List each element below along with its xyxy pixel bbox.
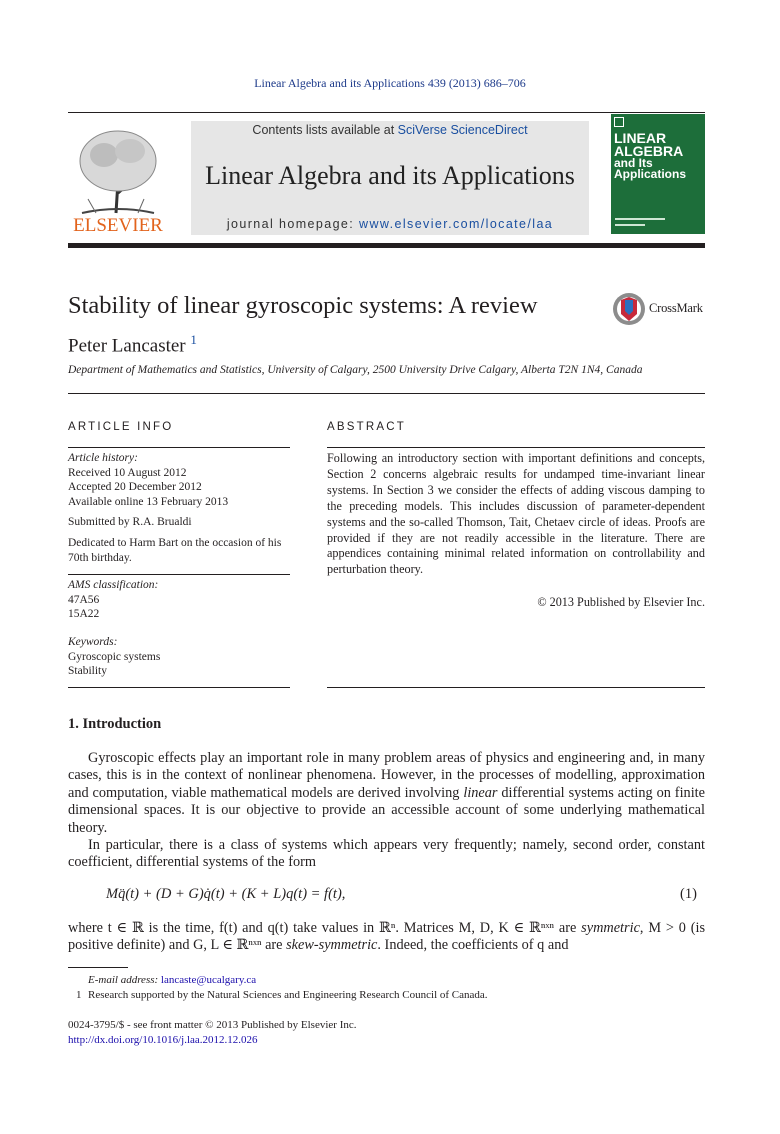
online-date: Available online 13 February 2013 (68, 495, 229, 508)
p3-emphasis-skew: skew-symmetric (286, 937, 378, 954)
author-footnote-mark[interactable]: 1 (190, 332, 197, 347)
contents-prefix: Contents lists available at (252, 123, 398, 137)
email-label: E-mail address: (88, 974, 161, 986)
p3-text-end: . Indeed, the coefficients of q and (377, 937, 569, 954)
email-link[interactable]: lancaste@ucalgary.ca (160, 974, 257, 986)
footnote-1 (68, 988, 488, 1003)
svg-text:ELSEVIER: ELSEVIER (73, 215, 163, 235)
article-title: Stability of linear gyroscopic systems: A review (68, 292, 538, 319)
homepage-prefix: journal homepage: (226, 217, 360, 231)
p1-text: Gyroscopic effects play an important role in many problem areas of physics and engineering and, in many cases, this is in the context of nonlinear phenomena. However, in the processes of modelling, approximation and computation, viable mathematical models are derived involving (68, 750, 705, 801)
keyword: Gyroscopic systems (68, 650, 161, 663)
abstract-heading: ABSTRACT (327, 421, 406, 433)
cover-rule (615, 218, 665, 220)
keywords-block (68, 635, 292, 679)
sciencedirect-link[interactable]: SciVerse ScienceDirect (397, 123, 528, 137)
equation-number: (1) (680, 886, 697, 902)
received-date: Received 10 August 2012 (68, 466, 187, 479)
keywords-label: Keywords: (68, 636, 118, 648)
journal-citation[interactable]: Linear Algebra and its Applications 439 (2013) 686–706 (254, 76, 526, 90)
article-info-heading: ARTICLE INFO (68, 421, 174, 433)
abstract-copyright: © 2013 Published by Elsevier Inc. (537, 595, 705, 609)
abstract-rule (327, 447, 705, 448)
affiliation: Department of Mathematics and Statistics, University of Calgary, 2500 University Drive Calgary, Alberta T2N 1N4, Canada (68, 364, 643, 376)
abstract-bottom-rule (327, 687, 705, 688)
p1-text-end: differential systems acting on finite dimensional spaces. It is our objective to provide an accessible account of some underlying mathematical theory. (68, 784, 705, 836)
article-history (68, 451, 292, 565)
accepted-date: Accepted 20 December 2012 (68, 481, 202, 494)
cover-line3: and Its (614, 156, 653, 170)
email-footnote (68, 973, 488, 988)
cover-line2: ALGEBRA (614, 143, 684, 159)
info-top-rule (68, 393, 705, 394)
front-matter (68, 1018, 357, 1048)
ams-code: 47A56 (68, 593, 100, 606)
cover-emblem-icon (614, 117, 624, 127)
crossmark-badge[interactable] (612, 292, 707, 326)
crossmark-label: CrossMark (649, 301, 703, 315)
p3-text-mid: , M > 0 (is positive definite) and G, L ∈ ℝⁿˣⁿ are (68, 920, 706, 954)
doi-link[interactable]: http://dx.doi.org/10.1016/j.laa.2012.12.026 (68, 1034, 258, 1046)
p3-emphasis-symmetric: symmetric (581, 920, 640, 936)
journal-cover[interactable] (611, 114, 705, 234)
section-title: 1. Introduction (68, 716, 162, 732)
contents-line (191, 123, 589, 137)
paragraph-2: In particular, there is a class of systems which appears very frequently; namely, second order, constant coefficient, differential systems of the form (68, 837, 705, 871)
cover-line4: Applications (614, 167, 687, 181)
history-label: Article history: (68, 452, 138, 464)
footnotes (68, 973, 488, 1003)
cover-rule (615, 224, 645, 226)
paragraph-1 (68, 750, 705, 837)
footnote-1-text: Research supported by the Natural Sciences and Engineering Research Council of Canada. (88, 989, 488, 1001)
footnote-rule (68, 967, 128, 968)
ams-code: 15A22 (68, 608, 100, 621)
dedication: Dedicated to Harm Bart on the occasion of his 70th birthday. (68, 536, 282, 564)
journal-title: Linear Algebra and its Applications (205, 161, 575, 190)
header-thick-rule (68, 243, 705, 248)
author-name (68, 332, 197, 357)
ams-block (68, 578, 292, 622)
author: Peter Lancaster (68, 335, 186, 357)
paragraph-3 (68, 920, 705, 955)
info-rule (68, 574, 290, 575)
intro-paragraphs (68, 750, 705, 872)
abstract-text: Following an introductory section with important definitions and concepts, Section 2 concerns algebraic results for undamped time-invariant linear systems. In Section 3 we consider the effects of adding viscous damping to the preceding models. This includes discussion of parameter-dependent systems and the so-called Thomson, Tait, Chetaev circle of ideas. Proofs are provided if they are not readily accessible in the literature. There are appendices containing minimal related information on controllability and perturbation theory. (327, 451, 705, 577)
info-bottom-rule (68, 687, 290, 688)
homepage-line (191, 217, 589, 231)
p1-emphasis: linear (463, 784, 498, 801)
p3-text: where t ∈ ℝ is the time, f(t) and q(t) take values in ℝⁿ. Matrices M, D, K ∈ ℝⁿˣⁿ are (68, 920, 582, 936)
elsevier-logo[interactable] (68, 121, 168, 235)
keyword: Stability (68, 665, 107, 678)
crossmark-icon (612, 292, 646, 326)
cover-title (614, 132, 704, 180)
cover-line1: LINEAR (614, 130, 667, 146)
journal-banner (191, 121, 589, 235)
ams-label: AMS classification: (68, 579, 159, 591)
equation-1: Mq̈(t) + (D + G)q̇(t) + (K + L)q(t) = f(t), (106, 886, 346, 902)
issn-line: 0024-3795/$ - see front matter © 2013 Published by Elsevier Inc. (68, 1019, 357, 1031)
submitted-by: Submitted by R.A. Brualdi (68, 516, 192, 529)
header-rule (68, 112, 705, 113)
info-rule (68, 447, 290, 448)
footnote-mark: 1 (76, 989, 82, 1001)
homepage-link[interactable]: www.elsevier.com/locate/laa (359, 217, 554, 231)
